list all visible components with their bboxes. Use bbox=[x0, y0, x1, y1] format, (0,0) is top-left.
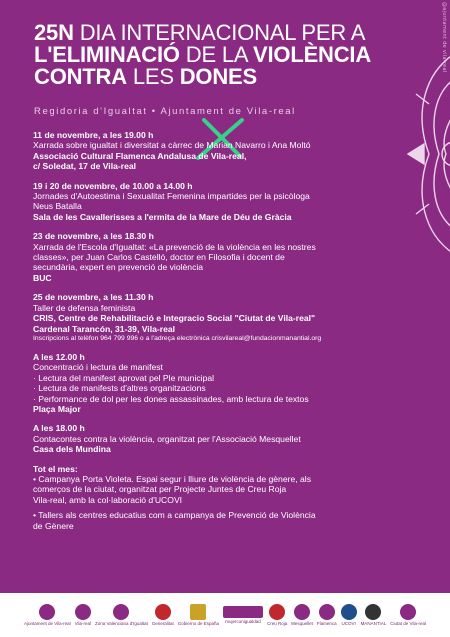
logo-mark-icon bbox=[190, 604, 206, 620]
logo-label: mujerconigualdad bbox=[225, 619, 261, 624]
logo-label: Flamenca bbox=[316, 621, 337, 626]
event-text: Inscripcions al telèfon 964 799 996 o a l'adreça electrònica crisvilareal@fundacionmanantial.org bbox=[33, 334, 322, 342]
event-text: • Tallers als centres educatius com a campanya de Prevenció de Violència bbox=[33, 510, 316, 521]
title-de-la: DE LA bbox=[185, 42, 248, 67]
logo-mark-icon bbox=[319, 604, 335, 620]
title-les: LES bbox=[132, 64, 174, 89]
title-line1: DIA INTERNACIONAL PER A bbox=[79, 20, 366, 45]
event-heading: A les 12.00 h bbox=[33, 351, 85, 362]
side-credit: @ajuntament de vila-real bbox=[441, 2, 447, 73]
logo-label: Ajuntament de Vila-real bbox=[23, 621, 71, 626]
event-text: · Performance de dol per les dones assassinades, amb lectura de textos bbox=[33, 393, 309, 404]
event-item bbox=[33, 464, 428, 531]
sponsor-logo bbox=[75, 604, 91, 626]
logo-label: Mesquellet bbox=[291, 621, 313, 626]
event-text: Contacontes contra la violència, organitzat per l'Associació Mesquellet bbox=[33, 433, 301, 444]
event-item bbox=[33, 231, 428, 283]
sponsor-logo bbox=[24, 604, 71, 626]
logo-mark-icon bbox=[294, 604, 310, 620]
event-text: · Lectura de manifests d'altres organitzacions bbox=[33, 383, 206, 394]
logo-mark-icon bbox=[223, 606, 263, 618]
sponsor-logo bbox=[341, 604, 357, 626]
logo-mark-icon bbox=[269, 604, 285, 620]
event-text: Jornades d'Autoestima i Sexualitat Femenina impartides per la psicòloga bbox=[33, 191, 310, 202]
sponsor-logo bbox=[178, 604, 219, 626]
logo-label: Creu Roja bbox=[266, 621, 288, 626]
event-text: Xarrada de l'Escola d'Igualtat: «La prevenció de la violència en les nostres bbox=[33, 241, 316, 252]
event-list bbox=[33, 130, 428, 540]
sponsor-logos bbox=[0, 593, 450, 637]
logo-label: Vila-real bbox=[74, 621, 92, 626]
event-heading: BUC bbox=[33, 272, 52, 283]
sponsor-logo bbox=[223, 606, 263, 624]
logo-label: Zona Valenciana d'Igualtat bbox=[95, 621, 148, 626]
logo-mark-icon bbox=[113, 604, 129, 620]
event-heading: Plaça Major bbox=[33, 403, 81, 414]
event-heading: Tot el mes: bbox=[33, 463, 78, 474]
event-text: secundària, expert en prevenció de violència bbox=[33, 262, 204, 273]
logo-mark-icon bbox=[341, 604, 357, 620]
sponsor-logo bbox=[291, 604, 313, 626]
event-text: Xarrada sobre igualtat i diversitat a càrrec de Marian Navarro i Ana Moltó bbox=[33, 140, 311, 151]
logo-label: Generalitat bbox=[151, 621, 174, 626]
event-heading: CRIS, Centre de Rehabilitació e Integracio Social "Ciutat de Vila-real" bbox=[33, 313, 316, 324]
event-heading: 11 de novembre, a les 19.00 h bbox=[33, 130, 154, 140]
event-text: comerços de la ciutat, organitzat per Projecte Juntes de Creu Roja bbox=[33, 484, 287, 495]
event-text: • Campanya Porta Violeta. Espai segur i lliure de violència de gènere, als bbox=[33, 473, 312, 484]
event-heading: Cardenal Tarancón, 31-39, Vila-real bbox=[33, 323, 176, 334]
sponsor-logo bbox=[390, 604, 426, 626]
event-heading: Associació Cultural Flamenca Andalusa de Vila-real, bbox=[33, 150, 247, 161]
event-text: Vila-real, amb la col·laboració d'UCOVI bbox=[33, 494, 183, 505]
event-heading: Sala de les Cavallerisses a l'ermita de la Mare de Déu de Gràcia bbox=[33, 211, 292, 222]
event-heading: Casa dels Mundina bbox=[33, 444, 111, 455]
page-title bbox=[34, 22, 414, 88]
sponsor-logo bbox=[152, 604, 174, 626]
event-item bbox=[33, 181, 428, 223]
logo-mark-icon bbox=[39, 604, 55, 620]
event-heading: 23 de novembre, a les 18.30 h bbox=[33, 231, 154, 242]
logo-mark-icon bbox=[155, 604, 171, 620]
logo-mark-icon bbox=[400, 604, 416, 620]
sponsor-logo bbox=[317, 604, 337, 626]
title-eliminacio: L'ELIMINACIÓ bbox=[34, 42, 180, 67]
event-item bbox=[33, 423, 428, 454]
event-text: · Lectura del manifest aprovat pel Ple municipal bbox=[33, 372, 215, 383]
event-heading: c/ Soledat, 17 de Vila-real bbox=[33, 161, 137, 172]
event-heading: 25 de novembre, a les 11.30 h bbox=[33, 292, 154, 303]
event-item bbox=[33, 352, 428, 414]
event-heading: A les 18.00 h bbox=[33, 423, 85, 434]
event-text: Taller de defensa feminista bbox=[33, 302, 136, 313]
event-text: Neus Batalla bbox=[33, 201, 82, 212]
logo-mark-icon bbox=[75, 604, 91, 620]
title-contra: CONTRA bbox=[34, 64, 127, 89]
event-item bbox=[33, 292, 428, 343]
logo-mark-icon bbox=[365, 604, 381, 620]
title-dones: DONES bbox=[179, 64, 257, 89]
event-text: Concentració i lectura de manifest bbox=[33, 362, 163, 373]
logo-label: UCOVI bbox=[341, 621, 356, 626]
event-text: classes», per Juan Carlos Castelló, doctor en Filosofia i docent de bbox=[33, 252, 285, 263]
event-heading: 19 i 20 de novembre, de 10.00 a 14.00 h bbox=[33, 180, 193, 191]
logo-label: Ciutat de Vila-real bbox=[390, 621, 426, 626]
title-25n: 25N bbox=[34, 20, 74, 45]
logo-label: Gobierno de España bbox=[177, 621, 220, 626]
sponsor-logo bbox=[267, 604, 287, 626]
sponsor-logo bbox=[361, 604, 387, 626]
event-text: de Gènere bbox=[33, 520, 74, 531]
event-item bbox=[33, 130, 428, 172]
logo-label: MANANTIAL bbox=[360, 621, 387, 626]
subtitle: Regidoria d'Igualtat • Ajuntament de Vila-real bbox=[34, 106, 296, 117]
title-violencia: VIOLÈNCIA bbox=[253, 42, 372, 67]
sponsor-logo bbox=[95, 604, 148, 626]
